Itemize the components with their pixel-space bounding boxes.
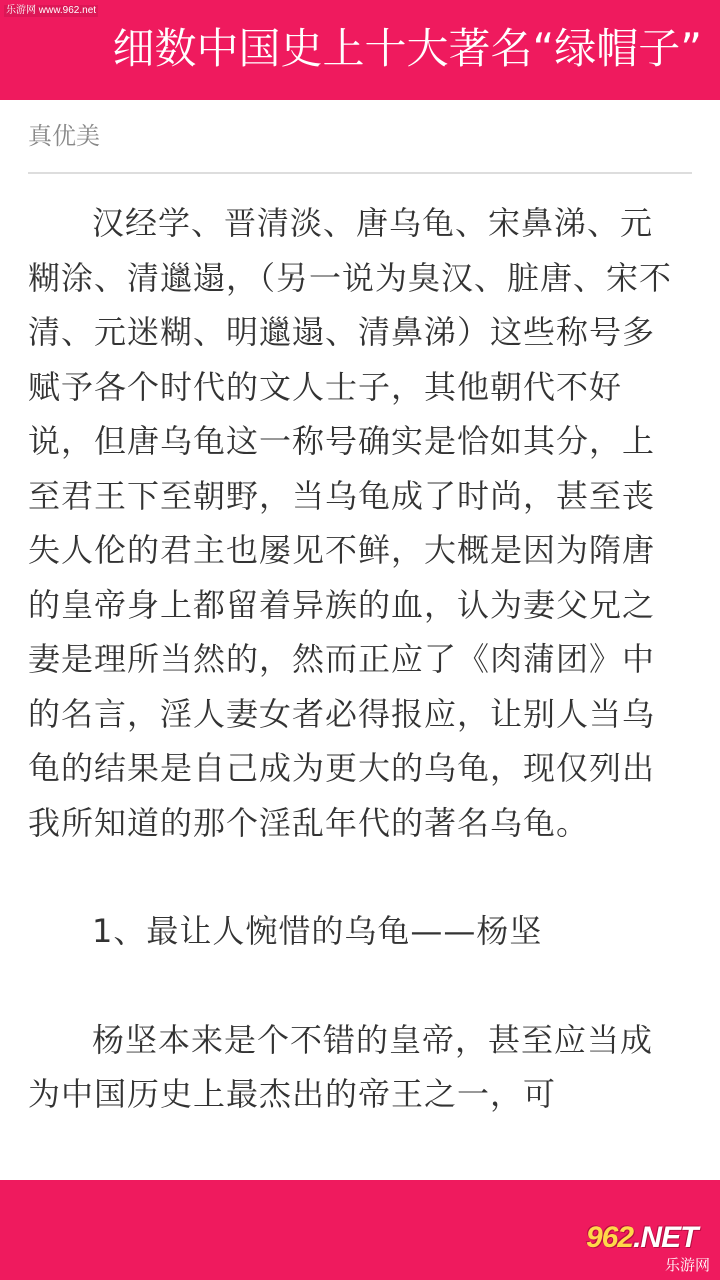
article-body [28, 196, 678, 1180]
author-name: 真优美 [28, 122, 100, 150]
logo-subtext: 乐游网 [664, 1256, 710, 1274]
watermark-text: 乐游网 www.962.net [6, 5, 97, 16]
page-title: 细数中国史上十大著名“绿帽子” [112, 24, 702, 73]
bottom-bar [0, 1180, 720, 1280]
divider [28, 172, 692, 174]
article-paragraph: 汉经学、晋清淡、唐乌龟、宋鼻涕、元糊涂、清邋遢，（另一说为臭汉、脏唐、宋不清、元迷糊、明邋遢、清鼻涕）这些称号多赋予各个时代的文人士子，其他朝代不好说，但唐乌龟这一称号确实是恰如其分，上至君王下至朝野，当乌龟成了时尚，甚至丧失人伦的君主也屡见不鲜，大概是因为隋唐的皇帝身上都留着异族的血，认为妻父兄之妻是理所当然的，然而正应了《肉蒲团》中的名言，淫人妻女者必得报应，让别人当乌龟的结果是自己成为更大的乌龟，现仅列出我所知道的那个淫乱年代的著名乌龟。 [28, 204, 673, 842]
section-heading: 1、最让人惋惜的乌龟——杨坚 [92, 912, 543, 950]
app-header [0, 0, 720, 100]
logo-text: 962.NET [586, 1221, 698, 1254]
site-logo [586, 1222, 714, 1274]
article-paragraph: 杨坚本来是个不错的皇帝，甚至应当成为中国历史上最杰出的帝王之一，可 [28, 1020, 654, 1113]
